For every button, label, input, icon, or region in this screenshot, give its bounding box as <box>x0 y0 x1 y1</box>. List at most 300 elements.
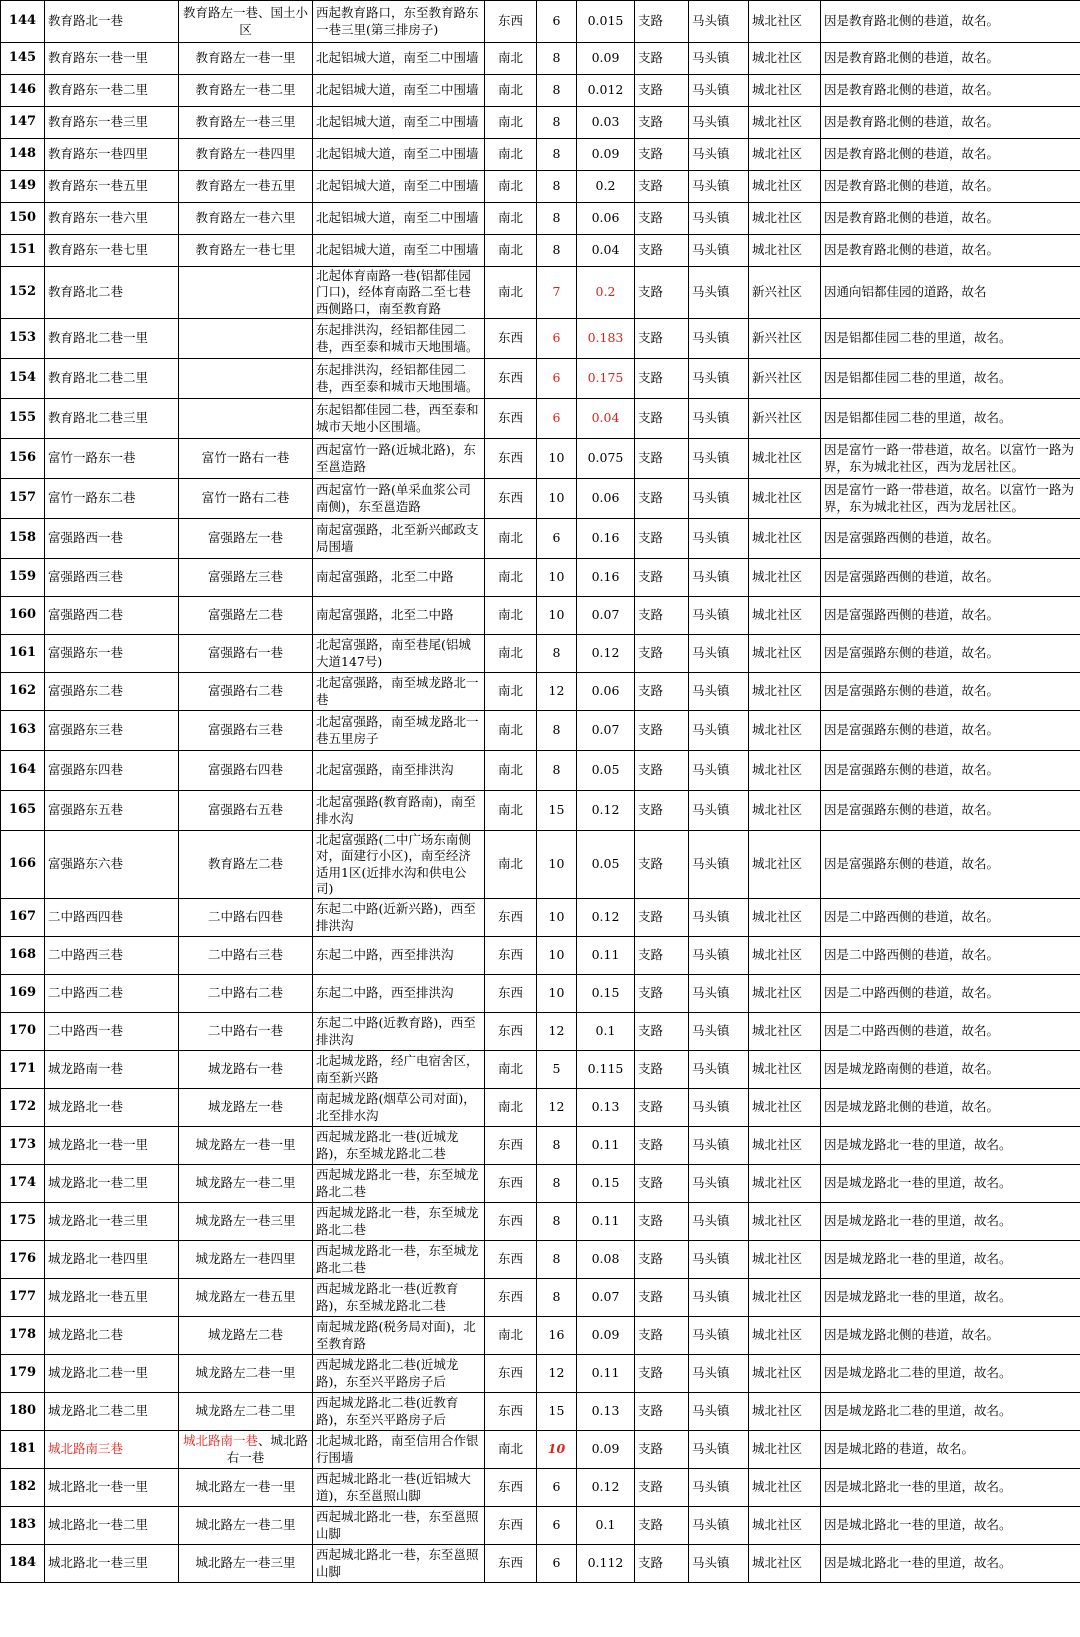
road-name-cell: 富强路西三巷 <box>45 559 179 597</box>
old-name-cell: 城龙路左二巷二里 <box>179 1393 313 1431</box>
old-name-rest: 、城北路右一巷 <box>226 1433 309 1465</box>
road-name-cell: 二中路西三巷 <box>45 937 179 975</box>
road-name-cell: 教育路北二巷 <box>45 267 179 319</box>
old-name-highlight: 城北路南一巷 <box>182 1433 258 1449</box>
row-number-cell: 150 <box>1 203 45 235</box>
road-grade-cell: 支路 <box>635 1431 689 1469</box>
town-cell: 马头镇 <box>689 1393 749 1431</box>
road-name-cell: 教育路东一巷三里 <box>45 107 179 139</box>
road-grade-cell: 支路 <box>635 1507 689 1545</box>
road-length-cell: 0.06 <box>577 673 635 711</box>
old-name-cell: 城龙路左一巷四里 <box>179 1241 313 1279</box>
community-cell: 城北社区 <box>749 711 821 751</box>
community-cell: 新兴社区 <box>749 267 821 319</box>
road-range-cell: 西起城龙路北一巷(近城龙路)，东至城龙路北二巷 <box>313 1127 485 1165</box>
road-width-cell: 8 <box>537 711 577 751</box>
road-length-cell: 0.05 <box>577 831 635 899</box>
table-row <box>1 519 1080 559</box>
road-width-cell: 10 <box>537 831 577 899</box>
road-length-cell: 0.09 <box>577 43 635 75</box>
road-name-cell: 城龙路北一巷三里 <box>45 1203 179 1241</box>
road-width-cell: 10 <box>537 439 577 479</box>
row-number-cell: 180 <box>1 1393 45 1431</box>
road-width-cell: 8 <box>537 139 577 171</box>
row-number-cell: 172 <box>1 1089 45 1127</box>
road-length-cell: 0.11 <box>577 1127 635 1165</box>
town-cell: 马头镇 <box>689 1127 749 1165</box>
road-direction-cell: 南北 <box>485 751 537 791</box>
road-grade-cell: 支路 <box>635 203 689 235</box>
row-number-cell: 165 <box>1 791 45 831</box>
road-range-cell: 北起富强路，南至城龙路北一巷 <box>313 673 485 711</box>
town-cell: 马头镇 <box>689 1317 749 1355</box>
old-name-cell <box>179 267 313 319</box>
road-length-cell: 0.112 <box>577 1545 635 1583</box>
road-length-cell: 0.11 <box>577 1355 635 1393</box>
community-cell: 城北社区 <box>749 899 821 937</box>
road-direction-cell: 南北 <box>485 519 537 559</box>
road-length-cell: 0.07 <box>577 711 635 751</box>
community-cell: 城北社区 <box>749 635 821 673</box>
naming-reason-cell: 因是富强路西侧的巷道，故名。 <box>821 597 1080 635</box>
road-grade-cell: 支路 <box>635 1089 689 1127</box>
row-number-cell: 161 <box>1 635 45 673</box>
town-cell: 马头镇 <box>689 43 749 75</box>
naming-reason-cell: 因是富强路西侧的巷道，故名。 <box>821 559 1080 597</box>
road-range-cell: 南起城龙路(税务局对面)，北至教育路 <box>313 1317 485 1355</box>
road-name-cell: 二中路西四巷 <box>45 899 179 937</box>
row-number-cell: 184 <box>1 1545 45 1583</box>
row-number-cell: 145 <box>1 43 45 75</box>
town-cell: 马头镇 <box>689 267 749 319</box>
town-cell: 马头镇 <box>689 75 749 107</box>
road-width-cell: 10 <box>537 1431 577 1469</box>
road-grade-cell: 支路 <box>635 937 689 975</box>
road-name-cell: 教育路北二巷二里 <box>45 359 179 399</box>
road-range-cell: 东起排洪沟，经铝都佳园二巷，西至泰和城市天地围墙。 <box>313 319 485 359</box>
road-name-cell: 城龙路北一巷四里 <box>45 1241 179 1279</box>
old-name-cell: 富强路左三巷 <box>179 559 313 597</box>
naming-reason-cell: 因是二中路西侧的巷道，故名。 <box>821 975 1080 1013</box>
road-grade-cell: 支路 <box>635 1 689 43</box>
old-name-cell: 城北路左一巷三里 <box>179 1545 313 1583</box>
road-name-cell: 富强路东五巷 <box>45 791 179 831</box>
row-number-cell: 177 <box>1 1279 45 1317</box>
road-grade-cell: 支路 <box>635 1051 689 1089</box>
old-name-cell: 城龙路左一巷三里 <box>179 1203 313 1241</box>
road-width-cell: 8 <box>537 751 577 791</box>
town-cell: 马头镇 <box>689 1469 749 1507</box>
road-grade-cell: 支路 <box>635 267 689 319</box>
road-direction-cell: 东西 <box>485 319 537 359</box>
road-range-cell: 西起城龙路北一巷(近教育路)，东至城龙路北二巷 <box>313 1279 485 1317</box>
community-cell: 城北社区 <box>749 1431 821 1469</box>
road-direction-cell: 南北 <box>485 831 537 899</box>
community-cell: 城北社区 <box>749 479 821 519</box>
town-cell: 马头镇 <box>689 975 749 1013</box>
road-grade-cell: 支路 <box>635 673 689 711</box>
road-length-cell: 0.04 <box>577 235 635 267</box>
road-width-cell: 8 <box>537 1127 577 1165</box>
road-name-cell: 城龙路北二巷二里 <box>45 1393 179 1431</box>
road-name-cell: 城龙路北二巷 <box>45 1317 179 1355</box>
road-range-cell: 西起城北路北一巷，东至邕照山脚 <box>313 1507 485 1545</box>
road-grade-cell: 支路 <box>635 831 689 899</box>
old-name-cell: 富强路右一巷 <box>179 635 313 673</box>
road-grade-cell: 支路 <box>635 359 689 399</box>
road-length-cell: 0.06 <box>577 479 635 519</box>
road-length-cell: 0.16 <box>577 519 635 559</box>
old-name-cell: 城龙路左二巷一里 <box>179 1355 313 1393</box>
road-width-cell: 6 <box>537 1545 577 1583</box>
town-cell: 马头镇 <box>689 1507 749 1545</box>
naming-reason-cell: 因是城龙路南侧的巷道，故名。 <box>821 1051 1080 1089</box>
row-number-cell: 144 <box>1 1 45 43</box>
road-name-cell: 城龙路北一巷二里 <box>45 1165 179 1203</box>
road-direction-cell: 南北 <box>485 1317 537 1355</box>
road-direction-cell: 东西 <box>485 359 537 399</box>
road-range-cell: 东起铝都佳园二巷，西至泰和城市天地小区围墙。 <box>313 399 485 439</box>
road-name-cell: 富强路东二巷 <box>45 673 179 711</box>
road-range-cell: 北起铝城大道，南至二中围墙 <box>313 43 485 75</box>
old-name-cell: 城北路左一巷二里 <box>179 1507 313 1545</box>
table-row <box>1 75 1080 107</box>
table-row <box>1 399 1080 439</box>
row-number-cell: 167 <box>1 899 45 937</box>
town-cell: 马头镇 <box>689 1241 749 1279</box>
row-number-cell: 152 <box>1 267 45 319</box>
old-name-cell: 教育路左一巷七里 <box>179 235 313 267</box>
road-width-cell: 6 <box>537 319 577 359</box>
road-name-cell: 教育路东一巷二里 <box>45 75 179 107</box>
road-name-cell: 教育路东一巷六里 <box>45 203 179 235</box>
road-width-cell: 12 <box>537 1355 577 1393</box>
row-number-cell: 162 <box>1 673 45 711</box>
road-range-cell: 西起富竹一路(单采血浆公司南侧)，东至邕造路 <box>313 479 485 519</box>
road-range-cell: 北起城北路，南至信用合作银行围墙 <box>313 1431 485 1469</box>
road-direction-cell: 东西 <box>485 937 537 975</box>
road-width-cell: 6 <box>537 1469 577 1507</box>
old-name-cell: 富竹一路右一巷 <box>179 439 313 479</box>
road-range-cell: 东起二中路(近新兴路)，西至排洪沟 <box>313 899 485 937</box>
town-cell: 马头镇 <box>689 479 749 519</box>
table-row <box>1 359 1080 399</box>
table-row <box>1 831 1080 899</box>
town-cell: 马头镇 <box>689 597 749 635</box>
row-number-cell: 170 <box>1 1013 45 1051</box>
road-range-cell: 北起富强路，南至巷尾(铝城大道147号) <box>313 635 485 673</box>
road-length-cell: 0.2 <box>577 267 635 319</box>
old-name-cell: 城龙路左一巷一里 <box>179 1127 313 1165</box>
town-cell: 马头镇 <box>689 1545 749 1583</box>
table-row <box>1 319 1080 359</box>
row-number-cell: 154 <box>1 359 45 399</box>
old-name-cell <box>179 1431 313 1469</box>
road-range-cell: 北起铝城大道，南至二中围墙 <box>313 75 485 107</box>
road-width-cell: 10 <box>537 559 577 597</box>
road-name-cell: 教育路北二巷一里 <box>45 319 179 359</box>
naming-reason-cell: 因是城龙路北一巷的里道，故名。 <box>821 1127 1080 1165</box>
road-range-cell: 西起富竹一路(近城北路)，东至邕造路 <box>313 439 485 479</box>
community-cell: 城北社区 <box>749 559 821 597</box>
road-grade-cell: 支路 <box>635 635 689 673</box>
naming-reason-cell: 因是教育路北侧的巷道，故名。 <box>821 203 1080 235</box>
road-range-cell: 北起城龙路，经广电宿舍区，南至新兴路 <box>313 1051 485 1089</box>
old-name-cell: 城龙路左二巷 <box>179 1317 313 1355</box>
road-range-cell: 西起城北路北一巷(近铝城大道)，东至邕照山脚 <box>313 1469 485 1507</box>
road-grade-cell: 支路 <box>635 1241 689 1279</box>
naming-reason-cell: 因是富强路东侧的巷道，故名。 <box>821 711 1080 751</box>
old-name-cell <box>179 359 313 399</box>
naming-reason-cell: 因是二中路西侧的巷道，故名。 <box>821 937 1080 975</box>
town-cell: 马头镇 <box>689 751 749 791</box>
row-number-cell: 146 <box>1 75 45 107</box>
naming-reason-cell: 因是富竹一路一带巷道，故名。以富竹一路为界，东为城北社区，西为龙居社区。 <box>821 479 1080 519</box>
town-cell: 马头镇 <box>689 399 749 439</box>
road-direction-cell: 南北 <box>485 267 537 319</box>
road-name-cell: 富强路东六巷 <box>45 831 179 899</box>
road-direction-cell: 东西 <box>485 1469 537 1507</box>
road-range-cell: 北起体育南路一巷(铝都佳园门口)，经体育南路二至七巷西侧路口，南至教育路 <box>313 267 485 319</box>
road-direction-cell: 南北 <box>485 791 537 831</box>
table-row <box>1 1013 1080 1051</box>
table-row <box>1 107 1080 139</box>
old-name-cell: 城龙路左一巷五里 <box>179 1279 313 1317</box>
road-direction-cell: 东西 <box>485 1203 537 1241</box>
road-direction-cell: 南北 <box>485 107 537 139</box>
naming-reason-cell: 因是铝都佳园二巷的里道，故名。 <box>821 319 1080 359</box>
road-name-cell: 城龙路北二巷一里 <box>45 1355 179 1393</box>
town-cell: 马头镇 <box>689 171 749 203</box>
road-length-cell: 0.09 <box>577 1431 635 1469</box>
road-width-cell: 8 <box>537 107 577 139</box>
table-row <box>1 1393 1080 1431</box>
community-cell: 城北社区 <box>749 1203 821 1241</box>
road-name-cell: 富强路西二巷 <box>45 597 179 635</box>
town-cell: 马头镇 <box>689 1051 749 1089</box>
road-grade-cell: 支路 <box>635 711 689 751</box>
road-direction-cell: 南北 <box>485 635 537 673</box>
old-name-cell: 富强路右五巷 <box>179 791 313 831</box>
naming-reason-cell: 因是教育路北侧的巷道，故名。 <box>821 107 1080 139</box>
road-grade-cell: 支路 <box>635 975 689 1013</box>
road-grade-cell: 支路 <box>635 1545 689 1583</box>
road-direction-cell: 南北 <box>485 711 537 751</box>
community-cell: 城北社区 <box>749 1 821 43</box>
town-cell: 马头镇 <box>689 107 749 139</box>
town-cell: 马头镇 <box>689 439 749 479</box>
road-length-cell: 0.09 <box>577 139 635 171</box>
naming-reason-cell: 因是城龙路北一巷的里道，故名。 <box>821 1203 1080 1241</box>
road-range-cell: 北起铝城大道，南至二中围墙 <box>313 107 485 139</box>
road-name-cell: 城北路北一巷一里 <box>45 1469 179 1507</box>
old-name-cell: 二中路右一巷 <box>179 1013 313 1051</box>
town-cell: 马头镇 <box>689 899 749 937</box>
old-name-cell: 二中路右四巷 <box>179 899 313 937</box>
table-row <box>1 635 1080 673</box>
road-range-cell: 西起城北路北一巷，东至邕照山脚 <box>313 1545 485 1583</box>
old-name-cell: 教育路左一巷四里 <box>179 139 313 171</box>
road-name-cell: 二中路西二巷 <box>45 975 179 1013</box>
town-cell: 马头镇 <box>689 1 749 43</box>
row-number-cell: 164 <box>1 751 45 791</box>
road-direction-cell: 东西 <box>485 1355 537 1393</box>
community-cell: 城北社区 <box>749 1393 821 1431</box>
naming-reason-cell: 因是城龙路北一巷的里道，故名。 <box>821 1241 1080 1279</box>
road-width-cell: 6 <box>537 399 577 439</box>
community-cell: 城北社区 <box>749 937 821 975</box>
row-number-cell: 147 <box>1 107 45 139</box>
table-row <box>1 1507 1080 1545</box>
road-name-cell: 富强路东三巷 <box>45 711 179 751</box>
old-name-cell <box>179 399 313 439</box>
town-cell: 马头镇 <box>689 203 749 235</box>
community-cell: 城北社区 <box>749 171 821 203</box>
road-direction-cell: 南北 <box>485 1089 537 1127</box>
road-direction-cell: 东西 <box>485 479 537 519</box>
table-row <box>1 1469 1080 1507</box>
community-cell: 城北社区 <box>749 751 821 791</box>
table-row <box>1 439 1080 479</box>
road-width-cell: 8 <box>537 1203 577 1241</box>
road-grade-cell: 支路 <box>635 1165 689 1203</box>
road-direction-cell: 南北 <box>485 1431 537 1469</box>
road-grade-cell: 支路 <box>635 1203 689 1241</box>
road-length-cell: 0.012 <box>577 75 635 107</box>
road-width-cell: 10 <box>537 899 577 937</box>
road-grade-cell: 支路 <box>635 439 689 479</box>
table-row <box>1 1203 1080 1241</box>
row-number-cell: 183 <box>1 1507 45 1545</box>
road-range-cell: 北起富强路(教育路南)，南至排水沟 <box>313 791 485 831</box>
community-cell: 城北社区 <box>749 439 821 479</box>
road-range-cell: 南起富强路，北至二中路 <box>313 597 485 635</box>
naming-reason-cell: 因是城北路北一巷的里道，故名。 <box>821 1507 1080 1545</box>
road-width-cell: 5 <box>537 1051 577 1089</box>
old-name-cell: 教育路左一巷六里 <box>179 203 313 235</box>
community-cell: 城北社区 <box>749 1507 821 1545</box>
table-row <box>1 975 1080 1013</box>
road-grade-cell: 支路 <box>635 1469 689 1507</box>
road-grade-cell: 支路 <box>635 1355 689 1393</box>
road-name-cell: 富强路东四巷 <box>45 751 179 791</box>
road-length-cell: 0.07 <box>577 597 635 635</box>
road-width-cell: 6 <box>537 359 577 399</box>
community-cell: 城北社区 <box>749 597 821 635</box>
community-cell: 城北社区 <box>749 75 821 107</box>
naming-reason-cell: 因是城龙路北侧的巷道，故名。 <box>821 1317 1080 1355</box>
naming-reason-cell: 因是教育路北侧的巷道，故名。 <box>821 171 1080 203</box>
road-grade-cell: 支路 <box>635 1127 689 1165</box>
road-direction-cell: 东西 <box>485 1241 537 1279</box>
row-number-cell: 156 <box>1 439 45 479</box>
road-width-cell: 8 <box>537 171 577 203</box>
community-cell: 城北社区 <box>749 791 821 831</box>
road-length-cell: 0.1 <box>577 1507 635 1545</box>
community-cell: 城北社区 <box>749 831 821 899</box>
road-direction-cell: 东西 <box>485 1545 537 1583</box>
community-cell: 城北社区 <box>749 1355 821 1393</box>
community-cell: 城北社区 <box>749 1241 821 1279</box>
road-name-cell: 城北路北一巷三里 <box>45 1545 179 1583</box>
table-row <box>1 1279 1080 1317</box>
row-number-cell: 153 <box>1 319 45 359</box>
naming-reason-cell: 因是教育路北侧的巷道，故名。 <box>821 1 1080 43</box>
road-grade-cell: 支路 <box>635 559 689 597</box>
old-name-cell: 富强路左一巷 <box>179 519 313 559</box>
community-cell: 城北社区 <box>749 203 821 235</box>
road-direction-cell: 南北 <box>485 171 537 203</box>
row-number-cell: 168 <box>1 937 45 975</box>
road-range-cell: 西起城龙路北二巷(近教育路)，东至兴平路房子后 <box>313 1393 485 1431</box>
naming-reason-cell: 因是二中路西侧的巷道，故名。 <box>821 1013 1080 1051</box>
community-cell: 新兴社区 <box>749 319 821 359</box>
old-name-cell <box>179 319 313 359</box>
old-name-cell: 教育路左一巷、国土小区 <box>179 1 313 43</box>
table-row <box>1 43 1080 75</box>
road-width-cell: 10 <box>537 479 577 519</box>
old-name-cell: 教育路左一巷二里 <box>179 75 313 107</box>
row-number-cell: 169 <box>1 975 45 1013</box>
road-direction-cell: 东西 <box>485 1393 537 1431</box>
table-row <box>1 1 1080 43</box>
community-cell: 城北社区 <box>749 1469 821 1507</box>
naming-reason-cell: 因是城龙路北一巷的里道，故名。 <box>821 1279 1080 1317</box>
road-length-cell: 0.11 <box>577 1203 635 1241</box>
community-cell: 城北社区 <box>749 975 821 1013</box>
road-direction-cell: 南北 <box>485 1051 537 1089</box>
road-name-cell: 教育路东一巷四里 <box>45 139 179 171</box>
naming-reason-cell: 因是铝都佳园二巷的里道，故名。 <box>821 399 1080 439</box>
row-number-cell: 181 <box>1 1431 45 1469</box>
road-length-cell: 0.12 <box>577 791 635 831</box>
community-cell: 城北社区 <box>749 139 821 171</box>
road-grade-cell: 支路 <box>635 597 689 635</box>
road-length-cell: 0.09 <box>577 1317 635 1355</box>
town-cell: 马头镇 <box>689 559 749 597</box>
road-grade-cell: 支路 <box>635 791 689 831</box>
old-name-cell: 二中路右二巷 <box>179 975 313 1013</box>
road-range-cell: 西起教育路口，东至教育路东一巷三里(第三排房子) <box>313 1 485 43</box>
road-width-cell: 6 <box>537 1 577 43</box>
road-width-cell: 6 <box>537 519 577 559</box>
table-row <box>1 1241 1080 1279</box>
road-direction-cell: 南北 <box>485 75 537 107</box>
old-name-cell: 富竹一路右二巷 <box>179 479 313 519</box>
old-name-cell: 城龙路右一巷 <box>179 1051 313 1089</box>
road-range-cell: 东起二中路，西至排洪沟 <box>313 937 485 975</box>
road-length-cell: 0.115 <box>577 1051 635 1089</box>
road-direction-cell: 东西 <box>485 1 537 43</box>
road-direction-cell: 东西 <box>485 899 537 937</box>
road-direction-cell: 东西 <box>485 399 537 439</box>
old-name-cell: 教育路左二巷 <box>179 831 313 899</box>
road-grade-cell: 支路 <box>635 43 689 75</box>
town-cell: 马头镇 <box>689 519 749 559</box>
community-cell: 城北社区 <box>749 673 821 711</box>
road-range-cell: 南起富强路，北至新兴邮政支局围墙 <box>313 519 485 559</box>
road-grade-cell: 支路 <box>635 479 689 519</box>
road-grade-cell: 支路 <box>635 399 689 439</box>
road-width-cell: 16 <box>537 1317 577 1355</box>
naming-reason-cell: 因是城北路北一巷的里道，故名。 <box>821 1469 1080 1507</box>
naming-reason-cell: 因是富竹一路一带巷道，故名。以富竹一路为界，东为城北社区，西为龙居社区。 <box>821 439 1080 479</box>
town-cell: 马头镇 <box>689 1203 749 1241</box>
road-width-cell: 12 <box>537 1013 577 1051</box>
table-row <box>1 479 1080 519</box>
road-direction-cell: 南北 <box>485 139 537 171</box>
road-length-cell: 0.16 <box>577 559 635 597</box>
